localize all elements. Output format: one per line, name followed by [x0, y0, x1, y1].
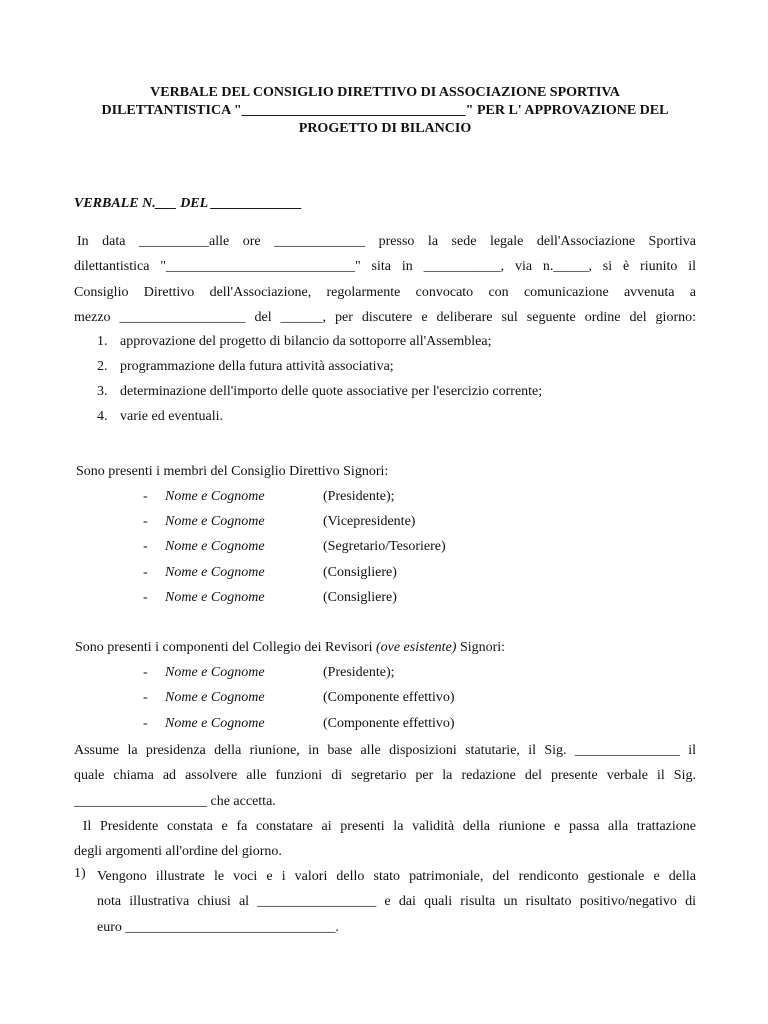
verbale-number-date: VERBALE N.___ DEL _____________ — [74, 196, 303, 211]
presidency-line-2: quale chiama ad assolvere alle funzioni di segretario per la redazione del presente verbale il Sig. — [74, 768, 696, 784]
auditor-member-name-1: Nome e Cognome — [165, 665, 265, 680]
validity-line-1: Il Presidente constata e fa constatare ai presenti la validità della riunione e passa alla trattazione — [74, 819, 696, 834]
auditor-member-role-1: (Presidente); — [323, 665, 395, 680]
council-member-role-4: (Consigliere) — [323, 565, 397, 580]
validity-line-2: degli argomenti all'ordine del giorno. — [74, 844, 282, 860]
agenda-number-3: 3. — [97, 384, 108, 399]
council-dash-2: - — [143, 514, 148, 529]
council-member-name-5: Nome e Cognome — [165, 590, 265, 605]
intro-line-1: In data __________alle ore _____________ presso la sede legale dell'Associazione Sportiva — [77, 234, 696, 249]
point-1-line-2: nota illustrativa chiusi al _________________ e dai quali risulta un risultato positivo/negativo di — [97, 894, 696, 910]
title-line-2: DILETTANTISTICA "________________________________" PER L' APPROVAZIONE DEL — [101, 103, 669, 118]
council-member-name-3: Nome e Cognome — [165, 539, 265, 554]
presidency-line-3: ___________________ che accetta. — [74, 793, 276, 809]
council-dash-3: - — [143, 539, 148, 554]
auditor-member-role-3: (Componente effettivo) — [323, 716, 455, 731]
point-1-paragraph — [97, 864, 696, 940]
council-dash-1: - — [143, 489, 148, 504]
auditors-intro-note: (ove esistente) — [375, 640, 457, 655]
council-member-name-1: Nome e Cognome — [165, 489, 265, 504]
auditor-member-role-2: (Componente effettivo) — [323, 690, 455, 705]
intro-line-3: Consiglio Direttivo dell'Associazione, regolarmente convocato con comunicazione avvenuta a — [74, 284, 696, 300]
point-1-number: 1) — [74, 866, 86, 881]
document-title — [74, 84, 696, 138]
council-member-role-2: (Vicepresidente) — [323, 514, 416, 529]
auditor-member-name-2: Nome e Cognome — [165, 690, 265, 705]
council-member-role-5: (Consigliere) — [323, 590, 397, 605]
title-line-1: VERBALE DEL CONSIGLIO DIRETTIVO DI ASSOCIAZIONE SPORTIVA — [150, 85, 620, 100]
agenda-item-1: approvazione del progetto di bilancio da sottoporre all'Assemblea; — [120, 334, 492, 349]
auditors-intro-end: Signori: — [456, 640, 506, 655]
intro-line-2: dilettantistica "___________________________" sita in ___________, via n._____, si è riunito il — [74, 259, 696, 275]
point-1-line-1: Vengono illustrate le voci e i valori dello stato patrimoniale, del rendiconto gestionale e della — [97, 869, 696, 884]
council-member-role-3: (Segretario/Tesoriere) — [323, 539, 446, 554]
agenda-number-1: 1. — [97, 334, 108, 349]
council-dash-5: - — [143, 590, 148, 605]
auditor-dash-1: - — [143, 665, 148, 680]
council-intro: Sono presenti i membri del Consiglio Direttivo Signori: — [76, 464, 389, 479]
council-member-name-2: Nome e Cognome — [165, 514, 265, 529]
auditor-dash-3: - — [143, 716, 148, 731]
agenda-number-4: 4. — [97, 409, 108, 424]
agenda-number-2: 2. — [97, 359, 108, 374]
presidency-line-1: Assume la presidenza della riunione, in base alle disposizioni statutarie, il Sig. _______________ il — [74, 743, 696, 758]
agenda-item-4: varie ed eventuali. — [120, 409, 224, 424]
council-member-name-4: Nome e Cognome — [165, 565, 265, 580]
intro-line-4: mezzo __________________ del ______, per discutere e deliberare sul seguente ordine del giorno: — [74, 309, 696, 325]
intro-paragraph — [74, 229, 696, 330]
validity-paragraph — [74, 814, 696, 865]
title-line-3: PROGETTO DI BILANCIO — [298, 121, 472, 136]
agenda-item-3: determinazione dell'importo delle quote associative per l'esercizio corrente; — [120, 384, 543, 399]
council-member-role-1: (Presidente); — [323, 489, 395, 504]
agenda-item-2: programmazione della futura attività associativa; — [120, 359, 394, 374]
auditors-intro-text: Sono presenti i componenti del Collegio dei Revisori — [75, 640, 376, 655]
presidency-paragraph — [74, 738, 696, 814]
auditors-intro — [75, 640, 505, 656]
auditor-member-name-3: Nome e Cognome — [165, 716, 265, 731]
council-dash-4: - — [143, 565, 148, 580]
point-1-line-3: euro ______________________________. — [97, 919, 339, 935]
auditor-dash-2: - — [143, 690, 148, 705]
